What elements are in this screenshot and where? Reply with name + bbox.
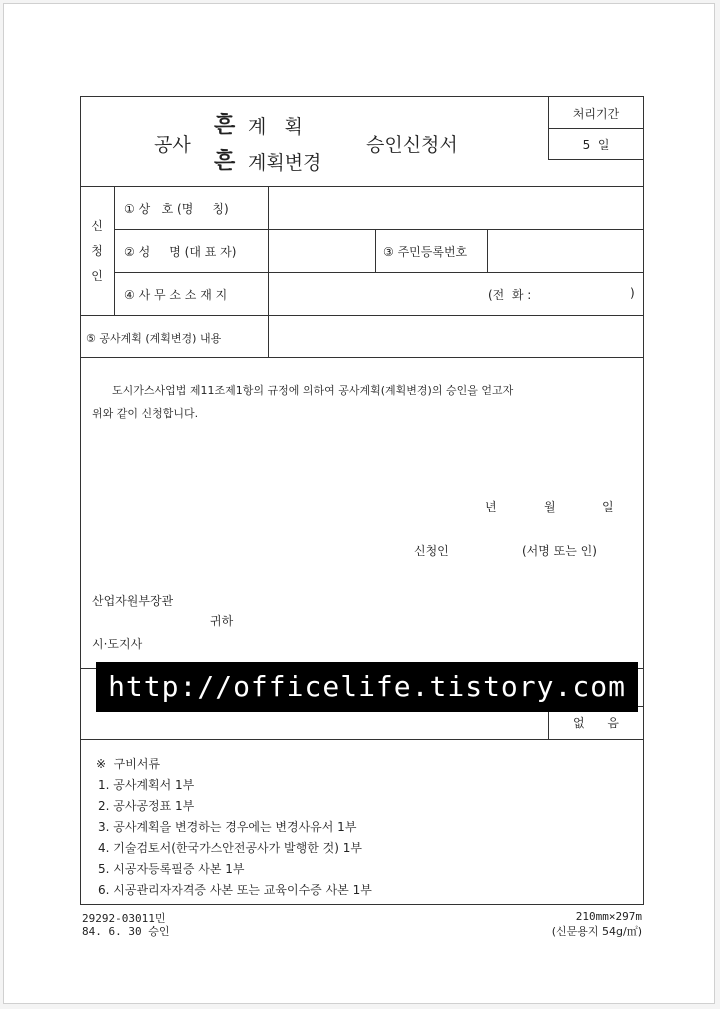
required-docs-title: ※ 구비서류 <box>96 757 161 771</box>
required-doc-item: 3. 공사계획을 변경하는 경우에는 변경사유서 1부 <box>98 820 357 834</box>
required-doc-item: 4. 기술검토서(한국가스안전공사가 발행한 것) 1부 <box>98 841 362 855</box>
title-plan: 계 획 <box>248 116 303 138</box>
date-month: 월 <box>544 500 556 514</box>
office-address-label: ④ 사 무 소 소 재 지 <box>124 288 228 302</box>
request-statement-line1: 도시가스사업법 제11조제1항의 규정에 의하여 공사계획(계획변경)의 승인을 얻고자 <box>112 384 514 397</box>
construction-content-label: ⑤ 공사계획 (계획변경) 내용 <box>86 332 222 345</box>
resident-id-label: ③ 주민등록번호 <box>383 245 468 259</box>
required-doc-item: 2. 공사공정표 1부 <box>98 799 195 813</box>
business-name-label: ① 상 호 (명 칭) <box>124 202 229 216</box>
addressee-governor: 시·도지사 <box>92 637 143 651</box>
representative-label: ② 성 명 (대 표 자) <box>124 245 237 259</box>
required-doc-item: 1. 공사계획서 1부 <box>98 778 195 792</box>
signature-note: (서명 또는 인) <box>522 544 597 558</box>
title-plan-change: 계획변경 <box>248 152 322 174</box>
addressee-minister: 산업자원부장관 <box>92 594 174 608</box>
processing-period-value: 5 일 <box>582 138 610 152</box>
frame-left-line <box>80 96 81 905</box>
title-prefix: 공사 <box>154 134 191 156</box>
required-doc-item: 5. 시공자등록필증 사본 1부 <box>98 862 245 876</box>
frame-bottom-line <box>80 904 644 905</box>
frame-right-line <box>643 96 644 905</box>
paper-type: (신문용지 54g/㎡) <box>551 925 642 938</box>
title-mark-change: 흔 <box>214 149 236 174</box>
phone-label: (전 화 : <box>488 288 532 302</box>
fee-value: 없 음 <box>572 716 620 730</box>
date-year: 년 <box>485 500 497 514</box>
date-day: 일 <box>602 500 614 514</box>
applicant-sign-label: 신청인 <box>414 544 449 558</box>
watermark-banner: http://officelife.tistory.com <box>96 662 638 712</box>
request-statement-line2: 위와 같이 신청합니다. <box>92 407 199 420</box>
processing-period-label: 처리기간 <box>572 107 620 121</box>
frame-top-line <box>80 96 644 97</box>
phone-close: ) <box>630 286 635 300</box>
paper-size: 210mm×297m <box>575 910 642 923</box>
title-mark-plan: 흔 <box>214 113 236 138</box>
applicant-group-label: 신 청 인 <box>91 219 103 283</box>
document-page <box>3 3 715 1004</box>
form-code: 29292-03011민 <box>82 912 166 925</box>
title-suffix: 승인신청서 <box>366 134 458 156</box>
addressee-suffix: 귀하 <box>210 614 234 628</box>
form-approval-date: 84. 6. 30 승인 <box>82 925 170 938</box>
required-doc-item: 6. 시공관리자자격증 사본 또는 교육이수증 사본 1부 <box>98 883 372 897</box>
